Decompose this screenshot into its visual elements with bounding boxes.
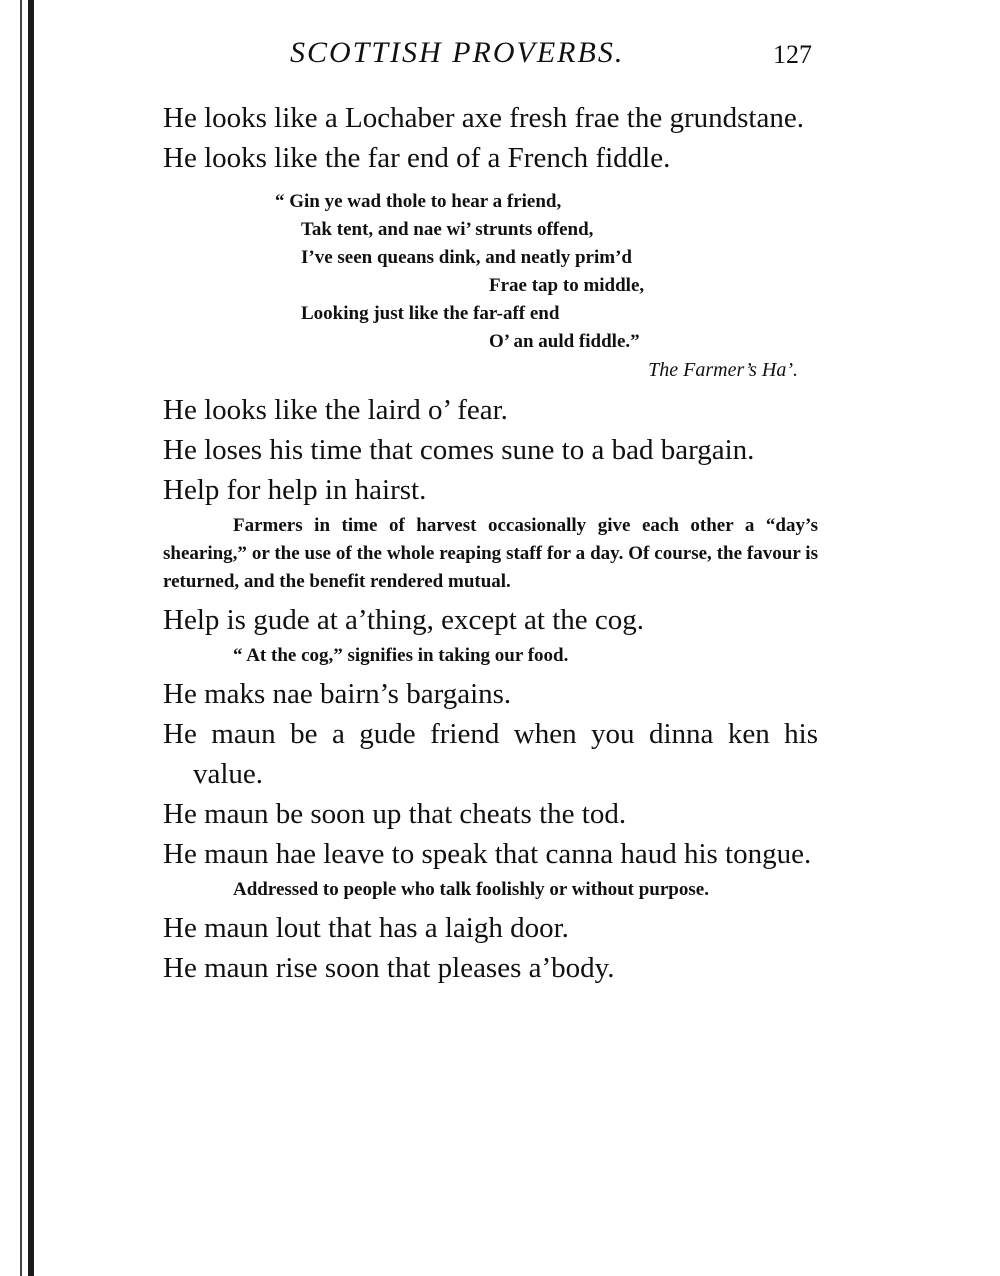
verse-line: Looking just like the far-aff end bbox=[301, 303, 560, 324]
proverb-list bbox=[163, 98, 818, 988]
verse-line: “ Gin ye wad thole to hear a friend, bbox=[275, 191, 562, 212]
verse-quotation bbox=[275, 188, 818, 384]
verse-line: O’ an auld fiddle.” bbox=[489, 331, 640, 352]
verse-line: Tak tent, and nae wi’ strunts offend, bbox=[301, 219, 594, 240]
proverb-entry: He maks nae bairn’s bargains. bbox=[163, 678, 512, 710]
proverb-entry: He maun be soon up that cheats the tod. bbox=[163, 798, 627, 830]
page-number: 127 bbox=[773, 40, 812, 69]
proverb-entry: He looks like a Lochaber axe fresh frae the grundstane. bbox=[163, 102, 804, 134]
explanatory-note: “ At the cog,” signifies in taking our food. bbox=[233, 645, 569, 666]
page-edge-line bbox=[20, 0, 22, 1276]
explanatory-note: Addressed to people who talk foolishly or without purpose. bbox=[233, 879, 709, 900]
explanatory-note: Farmers in time of harvest occasionally give each other a “day’s shearing,” or the use of the whole reaping staff for a day. Of course, the favour is returned, and the benefit rendered mutual. bbox=[163, 515, 818, 592]
proverb-entry: He loses his time that comes sune to a bad bargain. bbox=[163, 434, 755, 466]
proverb-entry: He maun lout that has a laigh door. bbox=[163, 912, 569, 944]
proverb-entry: He maun rise soon that pleases a’body. bbox=[163, 952, 615, 984]
verse-attribution: The Farmer’s Ha’. bbox=[648, 359, 798, 381]
proverb-entry: He looks like the laird o’ fear. bbox=[163, 394, 508, 426]
running-title: SCOTTISH PROVERBS. bbox=[290, 36, 625, 69]
verse-line: Frae tap to middle, bbox=[489, 275, 645, 296]
page-header bbox=[160, 36, 820, 76]
proverb-entry: Help for help in hairst. bbox=[163, 474, 427, 506]
proverb-entry: He looks like the far end of a French fiddle. bbox=[163, 142, 671, 174]
proverb-entry: Help is gude at a’thing, except at the cog. bbox=[163, 604, 645, 636]
book-spine-shadow bbox=[28, 0, 34, 1276]
proverb-entry: He maun hae leave to speak that canna haud his tongue. bbox=[163, 838, 812, 870]
verse-line: I’ve seen queans dink, and neatly prim’d bbox=[301, 247, 632, 268]
proverb-entry: He maun be a gude friend when you dinna ken his value. bbox=[163, 718, 818, 790]
